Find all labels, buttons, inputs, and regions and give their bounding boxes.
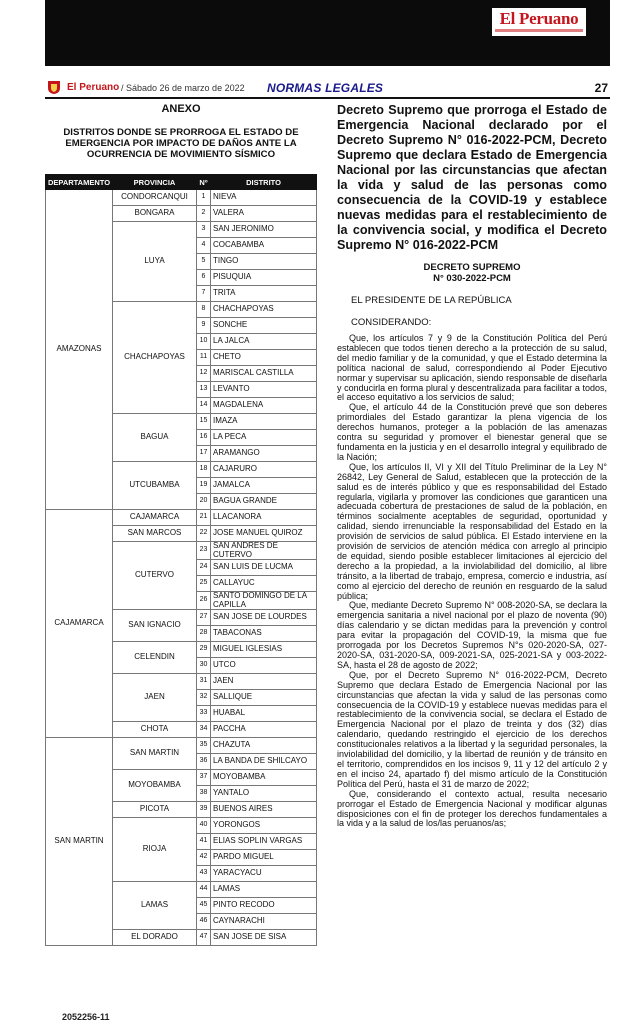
district-cell: SONCHE: [211, 318, 317, 334]
district-cell: JAMALCA: [211, 478, 317, 494]
province-cell: CHOTA: [113, 722, 197, 738]
row-number-cell: 11: [197, 350, 211, 366]
row-number-cell: 26: [197, 592, 211, 610]
province-cell: EL DORADO: [113, 930, 197, 946]
table-row: [46, 738, 317, 754]
district-cell: LA JALCA: [211, 334, 317, 350]
district-cell: LEVANTO: [211, 382, 317, 398]
paragraph: Que, por el Decreto Supremo N° 016-2022-PCM, Decreto Supremo que declara Estado de Emergencia Nacional por las circunstancias que afectan la vida y salud de las personas como consecuencia de la COVID-19 y establece nuevas medidas para el restablecimiento de la convivencia social, se declara el Estado de Emergencia Nacional por el plazo de treinta y dos (32) días calendario, quedando restringido el ejercicio de los derechos constitucionales relativos a la libertad y la seguridad personales, la inviolabilidad del domicilio, y la libertad de reunión y de tránsito en el territorio, comprendidos en los incisos 9, 11 y 12 del artículo 2 y en el inciso 24, apartado f) del mismo artículo de la Constitución Política del Perú, hasta el 31 de marzo de 2022;: [337, 669, 607, 789]
province-cell: BAGUA: [113, 414, 197, 462]
row-number-cell: 46: [197, 914, 211, 930]
row-number-cell: 3: [197, 222, 211, 238]
row-number-cell: 14: [197, 398, 211, 414]
province-cell: BONGARA: [113, 206, 197, 222]
row-number-cell: 22: [197, 526, 211, 542]
district-cell: CHETO: [211, 350, 317, 366]
column-header: DISTRITO: [211, 175, 317, 190]
district-cell: ARAMANGO: [211, 446, 317, 462]
district-cell: CHACHAPOYAS: [211, 302, 317, 318]
district-cell: YANTALO: [211, 786, 317, 802]
row-number-cell: 18: [197, 462, 211, 478]
header-brand: El Peruano: [67, 82, 120, 93]
row-number-cell: 4: [197, 238, 211, 254]
district-cell: SAN JOSE DE SISA: [211, 930, 317, 946]
row-number-cell: 43: [197, 866, 211, 882]
masthead-bar: [45, 0, 610, 66]
row-number-cell: 29: [197, 642, 211, 658]
row-number-cell: 8: [197, 302, 211, 318]
district-cell: LAMAS: [211, 882, 317, 898]
row-number-cell: 7: [197, 286, 211, 302]
publication-code: 2052256-11: [62, 1012, 110, 1022]
district-cell: MAGDALENA: [211, 398, 317, 414]
row-number-cell: 40: [197, 818, 211, 834]
page-header: [45, 80, 610, 97]
province-cell: JAEN: [113, 674, 197, 722]
row-number-cell: 41: [197, 834, 211, 850]
row-number-cell: 36: [197, 754, 211, 770]
district-cell: PARDO MIGUEL: [211, 850, 317, 866]
row-number-cell: 32: [197, 690, 211, 706]
district-cell: LA PECA: [211, 430, 317, 446]
row-number-cell: 19: [197, 478, 211, 494]
province-cell: CUTERVO: [113, 542, 197, 610]
department-cell: AMAZONAS: [46, 190, 113, 510]
table-header-row: [46, 175, 317, 190]
article-title: Decreto Supremo que prorroga el Estado de Emergencia Nacional declarado por el Decreto Supremo N° 016-2022-PCM, Decreto Supremo que declara Estado de Emergencia Nacional por las circunstancias que afectan la vida y salud de las personas como consecuencia de la COVID-19 y establece nuevas medidas para el restablecimiento de la convivencia social, y modifica el Decreto Supremo N° 016-2022-PCM: [337, 103, 607, 252]
row-number-cell: 33: [197, 706, 211, 722]
header-date: / Sábado 26 de marzo de 2022: [121, 83, 245, 93]
district-cell: MIGUEL IGLESIAS: [211, 642, 317, 658]
district-cell: CAJARURO: [211, 462, 317, 478]
province-cell: CAJAMARCA: [113, 510, 197, 526]
row-number-cell: 20: [197, 494, 211, 510]
row-number-cell: 5: [197, 254, 211, 270]
decree-number: N° 030-2022-PCM: [433, 273, 511, 284]
row-number-cell: 2: [197, 206, 211, 222]
province-cell: SAN MARCOS: [113, 526, 197, 542]
paragraph: Que, los artículos II, VI y XII del Título Preliminar de la Ley N° 26842, Ley General de Salud, establecen que la protección de la salud es de interés público y que es responsabilidad del Estado regularla, vigilarla y promover las condiciones que garanticen una adecuada cobertura de prestaciones de salud de la población, en términos socialmente aceptables de seguridad, oportunidad y calidad, siendo irrenunciable la responsabilidad del Estado en la provisión de servicios de salud pública. El Estado interviene en la provisión de servicios de atención médica con arreglo al principio de equidad, siendo posible establecer limitaciones al ejercicio del derecho a la propiedad, a la inviolabilidad del domicilio, al libre tránsito, a la libertad de trabajo, empresa, comercio e industria, así como al ejercicio del derecho de reunión en resguardo de la salud pública;: [337, 461, 607, 601]
province-cell: CELENDIN: [113, 642, 197, 674]
district-cell: COCABAMBA: [211, 238, 317, 254]
row-number-cell: 12: [197, 366, 211, 382]
province-cell: LUYA: [113, 222, 197, 302]
district-cell: PISUQUIA: [211, 270, 317, 286]
coat-of-arms-icon: [47, 80, 61, 95]
district-cell: LLACANORA: [211, 510, 317, 526]
row-number-cell: 10: [197, 334, 211, 350]
row-number-cell: 35: [197, 738, 211, 754]
logo-text: El Peruano: [499, 9, 579, 28]
row-number-cell: 44: [197, 882, 211, 898]
row-number-cell: 17: [197, 446, 211, 462]
row-number-cell: 42: [197, 850, 211, 866]
row-number-cell: 28: [197, 626, 211, 642]
row-number-cell: 47: [197, 930, 211, 946]
district-cell: MARISCAL CASTILLA: [211, 366, 317, 382]
row-number-cell: 13: [197, 382, 211, 398]
table-row: [46, 190, 317, 206]
row-number-cell: 39: [197, 802, 211, 818]
decree-label: DECRETO SUPREMO: [423, 262, 521, 273]
province-cell: CHACHAPOYAS: [113, 302, 197, 414]
paragraph: Que, considerando el contexto actual, resulta necesario prorrogar el Estado de Emergencia Nacional y modificar algunas disposiciones con el fin de proteger los derechos fundamentales a la vida y a la salud de los/las peruanos/as;: [337, 788, 607, 829]
province-cell: MOYOBAMBA: [113, 770, 197, 802]
district-cell: SAN ANDRES DE CUTERVO: [211, 542, 317, 560]
page-number: 27: [594, 81, 608, 95]
province-cell: RIOJA: [113, 818, 197, 882]
province-cell: LAMAS: [113, 882, 197, 930]
row-number-cell: 15: [197, 414, 211, 430]
column-header: DEPARTAMENTO: [46, 175, 113, 190]
district-cell: TRITA: [211, 286, 317, 302]
header-divider: [45, 97, 610, 99]
district-cell: LA BANDA DE SHILCAYO: [211, 754, 317, 770]
row-number-cell: 24: [197, 560, 211, 576]
district-cell: IMAZA: [211, 414, 317, 430]
district-cell: BUENOS AIRES: [211, 802, 317, 818]
province-cell: SAN MARTIN: [113, 738, 197, 770]
province-cell: PICOTA: [113, 802, 197, 818]
row-number-cell: 21: [197, 510, 211, 526]
row-number-cell: 37: [197, 770, 211, 786]
district-cell: YARACYACU: [211, 866, 317, 882]
district-cell: JAEN: [211, 674, 317, 690]
district-cell: PACCHA: [211, 722, 317, 738]
department-cell: CAJAMARCA: [46, 510, 113, 738]
district-cell: SAN JOSE DE LOURDES: [211, 610, 317, 626]
districts-table: [45, 174, 317, 946]
table-row: [46, 510, 317, 526]
province-cell: CONDORCANQUI: [113, 190, 197, 206]
department-cell: SAN MARTIN: [46, 738, 113, 946]
district-cell: PINTO RECODO: [211, 898, 317, 914]
header-section: NORMAS LEGALES: [267, 81, 384, 95]
district-cell: SAN LUIS DE LUCMA: [211, 560, 317, 576]
logo-underline: [495, 29, 583, 32]
district-cell: JOSE MANUEL QUIROZ: [211, 526, 317, 542]
decree-heading: [337, 262, 607, 284]
row-number-cell: 23: [197, 542, 211, 560]
district-cell: YORONGOS: [211, 818, 317, 834]
considerando-heading: CONSIDERANDO:: [351, 317, 432, 328]
district-cell: UTCO: [211, 658, 317, 674]
district-cell: CAYNARACHI: [211, 914, 317, 930]
column-header: Nº: [197, 175, 211, 190]
row-number-cell: 6: [197, 270, 211, 286]
paragraph: Que, el artículo 44 de la Constitución prevé que son deberes primordiales del Estado garantizar la plena vigencia de los derechos humanos, proteger a la población de las amenazas contra su seguridad y promover el bienestar general que se fundamenta en la justicia y en el desarrollo integral y equilibrado de la Nación;: [337, 402, 607, 462]
row-number-cell: 1: [197, 190, 211, 206]
district-cell: MOYOBAMBA: [211, 770, 317, 786]
row-number-cell: 30: [197, 658, 211, 674]
row-number-cell: 38: [197, 786, 211, 802]
annex-column: [45, 103, 317, 160]
district-cell: VALERA: [211, 206, 317, 222]
district-cell: SANTO DOMINGO DE LA CAPILLA: [211, 592, 317, 610]
district-cell: ELIAS SOPLIN VARGAS: [211, 834, 317, 850]
row-number-cell: 27: [197, 610, 211, 626]
el-peruano-logo: [492, 8, 586, 36]
district-cell: HUABAL: [211, 706, 317, 722]
district-cell: TINGO: [211, 254, 317, 270]
district-cell: BAGUA GRANDE: [211, 494, 317, 510]
district-cell: CALLAYUC: [211, 576, 317, 592]
district-cell: NIEVA: [211, 190, 317, 206]
province-cell: SAN IGNACIO: [113, 610, 197, 642]
district-cell: SALLIQUE: [211, 690, 317, 706]
column-header: PROVINCIA: [113, 175, 197, 190]
annex-title: DISTRITOS DONDE SE PRORROGA EL ESTADO DE EMERGENCIA POR IMPACTO DE DAÑOS ANTE LA OCURRENCIA DE MOVIMIENTO SÍSMICO: [63, 127, 299, 160]
district-cell: CHAZUTA: [211, 738, 317, 754]
district-cell: TABACONAS: [211, 626, 317, 642]
article-column: [337, 103, 607, 829]
row-number-cell: 34: [197, 722, 211, 738]
paragraph: Que, mediante Decreto Supremo N° 008-2020-SA, se declara la emergencia sanitaria a nivel nacional por el plazo de noventa (90) días calendario y se dictan medidas para la prevención y control para evitar la propagación del COVID-19, la misma que fue prorrogada por los Decretos Supremos N°s 020-2020-SA, 027-2020-SA, 031-2020-SA, 009-2021-SA, 025-2021-SA y 003-2022-SA, hasta el 28 de agosto de 2022;: [337, 600, 607, 670]
row-number-cell: 25: [197, 576, 211, 592]
row-number-cell: 31: [197, 674, 211, 690]
annex-label: ANEXO: [161, 103, 201, 115]
province-cell: UTCUBAMBA: [113, 462, 197, 510]
district-cell: SAN JERONIMO: [211, 222, 317, 238]
row-number-cell: 45: [197, 898, 211, 914]
row-number-cell: 9: [197, 318, 211, 334]
paragraph: Que, los artículos 7 y 9 de la Constitución Política del Perú establecen que todos tienen derecho a la protección de su salud, del medio familiar y de la comunidad, y que el Estado determina la política nacional de salud, correspondiendo al Poder Ejecutivo normar y supervisar su aplicación, siendo responsable de diseñarla y conducirla en forma plural y descentralizada para facilitar a todos, el acceso equitativo a los servicios de salud;: [337, 333, 607, 403]
row-number-cell: 16: [197, 430, 211, 446]
president-line: EL PRESIDENTE DE LA REPÚBLICA: [351, 295, 512, 306]
